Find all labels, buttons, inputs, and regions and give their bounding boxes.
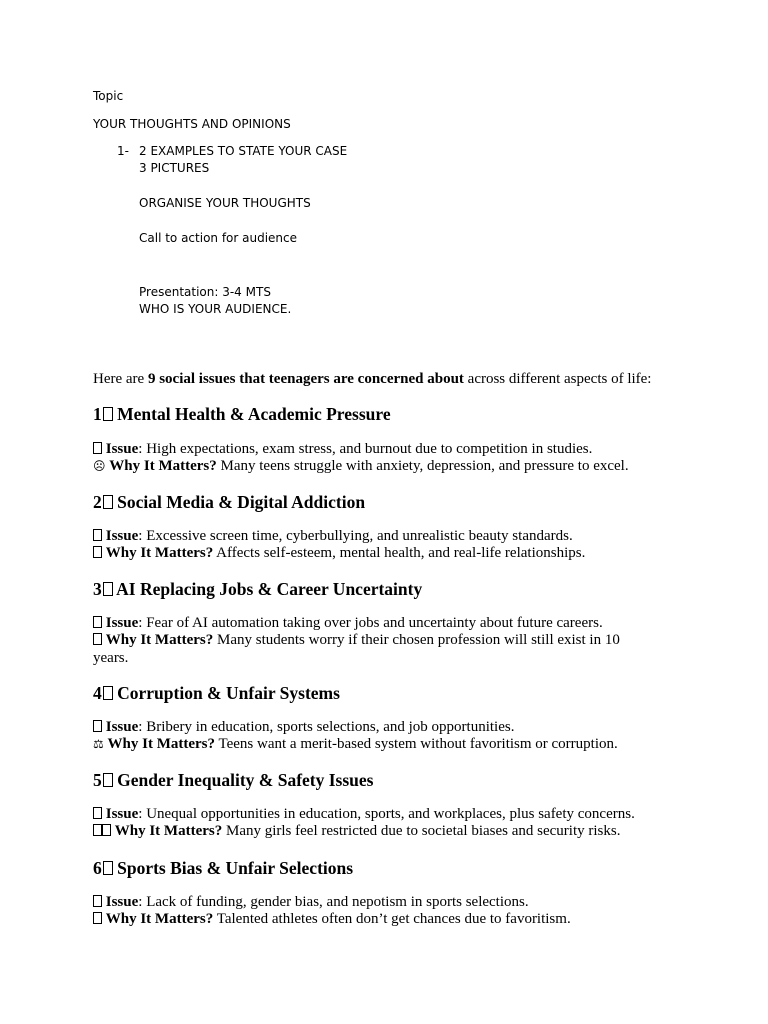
missing-glyph-icon <box>93 824 102 836</box>
missing-glyph-icon <box>93 546 102 558</box>
issue-label: Issue <box>105 806 139 822</box>
why-label: Why It Matters? <box>107 736 215 752</box>
why-text: Teens want a merit-based system without favoritism or corruption. <box>218 736 618 752</box>
keycap-box-icon <box>103 773 113 787</box>
presentation-line: Presentation: 3-4 MTS <box>139 285 271 299</box>
balance-scale-icon: ⚖ <box>93 737 104 751</box>
intro-prefix: Here are <box>93 371 148 387</box>
missing-glyph-icon <box>93 529 102 541</box>
issue-text: Lack of funding, gender bias, and nepotism in sports selections. <box>146 894 529 910</box>
issue-heading-4 <box>93 683 340 704</box>
why-text: Many girls feel restricted due to societal biases and security risks. <box>225 823 621 839</box>
topic-label: Topic <box>93 89 124 103</box>
intro-paragraph <box>93 371 651 389</box>
issue-line-2 <box>93 528 573 546</box>
issue-label: Issue <box>105 894 139 910</box>
why-line-1 <box>93 458 629 476</box>
intro-bold: 9 social issues that teenagers are concerned about <box>147 371 464 387</box>
issue-heading-3 <box>93 579 422 600</box>
issue-separator: : <box>138 719 147 735</box>
issue-title: Mental Health & Academic Pressure <box>117 404 391 424</box>
pictures-line: 3 PICTURES <box>139 161 210 175</box>
keycap-box-icon <box>103 686 113 700</box>
why-line-2 <box>93 545 585 563</box>
why-text: Talented athletes often don’t get chances due to favoritism. <box>216 911 571 927</box>
issue-label: Issue <box>105 615 139 631</box>
why-label: Why It Matters? <box>105 911 214 927</box>
issue-text: Bribery in education, sports selections, and job opportunities. <box>146 719 515 735</box>
issue-label: Issue <box>105 441 139 457</box>
issue-title: Sports Bias & Unfair Selections <box>117 858 354 878</box>
keycap-box-icon <box>103 407 113 421</box>
audience-line: WHO IS YOUR AUDIENCE. <box>139 302 292 316</box>
missing-glyph-icon <box>102 824 111 836</box>
why-label: Why It Matters? <box>105 632 214 648</box>
call-to-action-line: Call to action for audience <box>139 231 298 245</box>
issue-text: Excessive screen time, cyberbullying, and unrealistic beauty standards. <box>146 528 573 544</box>
issue-heading-2 <box>93 492 365 513</box>
why-line-5 <box>93 823 620 841</box>
issue-separator: : <box>138 615 147 631</box>
issue-text: High expectations, exam stress, and burnout due to competition in studies. <box>146 441 593 457</box>
why-label: Why It Matters? <box>105 545 214 561</box>
why-text: Many teens struggle with anxiety, depression, and pressure to excel. <box>220 458 629 474</box>
missing-glyph-icon <box>93 616 102 628</box>
issue-heading-1 <box>93 404 391 425</box>
why-label: Why It Matters? <box>114 823 223 839</box>
issue-label: Issue <box>105 528 139 544</box>
issue-number: 4 <box>93 683 102 703</box>
issue-title: Gender Inequality & Safety Issues <box>117 770 374 790</box>
issue-number: 2 <box>93 492 102 512</box>
issue-separator: : <box>138 441 147 457</box>
issue-heading-6 <box>93 858 353 879</box>
why-line-3 <box>93 632 620 650</box>
why-text: Many students worry if their chosen profession will still exist in 10 <box>216 632 620 648</box>
issue-separator: : <box>138 528 147 544</box>
missing-glyph-icon <box>93 895 102 907</box>
issue-line-6 <box>93 894 529 912</box>
worried-face-icon: ☹ <box>93 459 106 473</box>
why-text: Affects self-esteem, mental health, and real-life relationships. <box>216 545 586 561</box>
examples-line: 2 EXAMPLES TO STATE YOUR CASE <box>139 144 348 158</box>
issue-title: Social Media & Digital Addiction <box>117 492 366 512</box>
why-line-6 <box>93 911 571 929</box>
issue-number: 6 <box>93 858 102 878</box>
list-number: 1- <box>117 144 129 158</box>
issue-line-5 <box>93 806 635 824</box>
issue-title: Corruption & Unfair Systems <box>117 683 340 703</box>
issue-heading-5 <box>93 770 374 791</box>
issue-label: Issue <box>105 719 139 735</box>
issue-line-4 <box>93 719 514 737</box>
issue-number: 3 <box>93 579 102 599</box>
issue-number: 1 <box>93 404 102 424</box>
why-label: Why It Matters? <box>109 458 217 474</box>
issue-title: AI Replacing Jobs & Career Uncertainty <box>116 579 423 599</box>
issue-text: Unequal opportunities in education, sports, and workplaces, plus safety concerns. <box>146 806 635 822</box>
missing-glyph-icon <box>93 442 102 454</box>
missing-glyph-icon <box>93 633 102 645</box>
issue-separator: : <box>138 806 147 822</box>
intro-suffix: across different aspects of life: <box>463 371 652 387</box>
missing-glyph-icon <box>93 807 102 819</box>
why-line-3-continued: years. <box>93 650 129 666</box>
keycap-box-icon <box>103 495 113 509</box>
keycap-box-icon <box>103 582 113 596</box>
keycap-box-icon <box>103 861 113 875</box>
issue-number: 5 <box>93 770 102 790</box>
issue-separator: : <box>138 894 147 910</box>
organise-line: ORGANISE YOUR THOUGHTS <box>139 196 311 210</box>
issue-line-3 <box>93 615 603 633</box>
thoughts-heading: YOUR THOUGHTS AND OPINIONS <box>93 117 291 131</box>
why-line-4 <box>93 736 618 754</box>
missing-glyph-icon <box>93 720 102 732</box>
issue-line-1 <box>93 441 592 459</box>
issue-text: Fear of AI automation taking over jobs and uncertainty about future careers. <box>146 615 603 631</box>
missing-glyph-icon <box>93 912 102 924</box>
